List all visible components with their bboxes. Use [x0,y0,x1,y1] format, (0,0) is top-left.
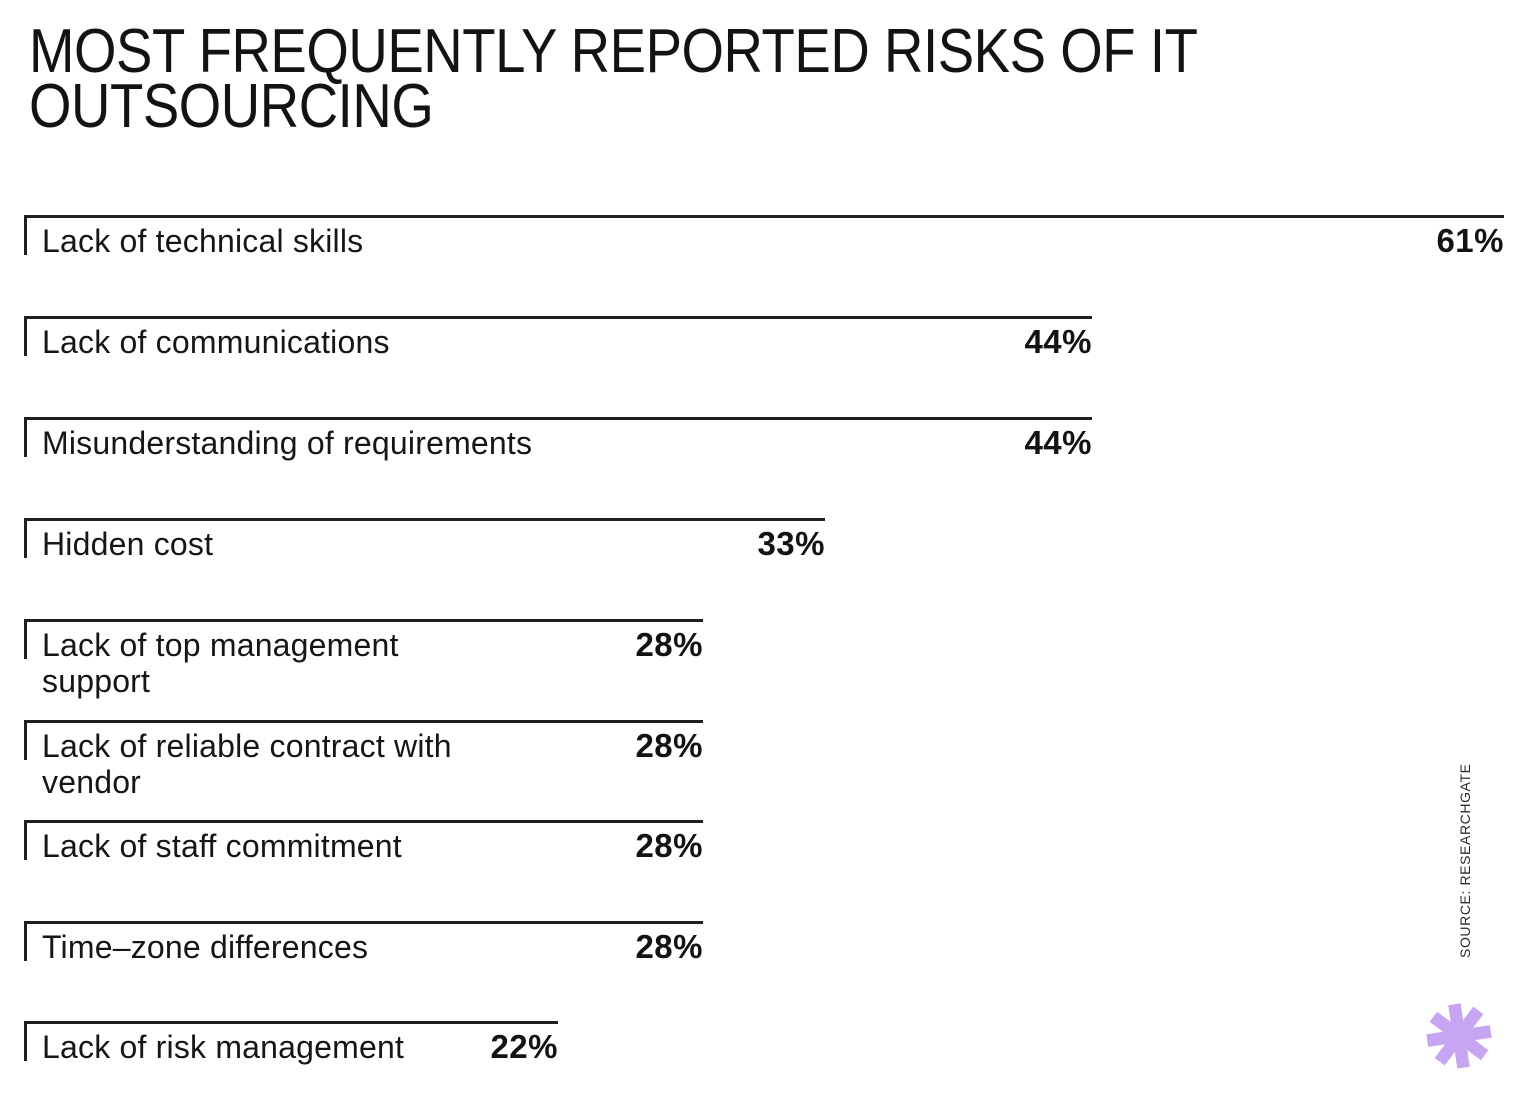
bar-value-label: 28% [635,626,703,663]
bar-label: Lack of top management support [42,627,399,699]
bar-value-label: 22% [490,1028,558,1065]
bar-label: Hidden cost [42,526,214,562]
bar-row-lack-of-staff-commitment [24,820,703,903]
bar-row-lack-of-risk-management [24,1021,558,1094]
bar-label: Lack of technical skills [42,223,364,259]
bar-value-label: 44% [1024,323,1092,360]
asterisk-logo-icon [1421,998,1497,1074]
bar-row-hidden-cost [24,518,825,601]
bar-row-time-zone-differences [24,921,703,1004]
source-credit: SOURCE: RESEARCHGATE [1457,763,1473,958]
bar-label: Lack of communications [42,324,390,360]
bar-row-lack-of-communications [24,316,1092,399]
bar-label: Lack of risk management [42,1029,405,1065]
bar-value-label: 33% [757,525,825,562]
bar-chart [24,0,1506,1094]
bar-label: Time–zone differences [42,929,369,965]
bar-row-lack-of-top-management-support [24,619,703,702]
bar-label: Misunderstanding of requirements [42,425,533,461]
bar-value-label: 61% [1436,222,1504,259]
bar-row-misunderstanding-of-requirements [24,417,1092,500]
bar-value-label: 28% [635,827,703,864]
bar-label: Lack of reliable contract with vendor [42,728,452,800]
bar-row-lack-of-reliable-contract-with-vendor [24,720,703,803]
bar-value-label: 28% [635,928,703,965]
bar-value-label: 28% [635,727,703,764]
bar-value-label: 44% [1024,424,1092,461]
bar-label: Lack of staff commitment [42,828,402,864]
page-title-line-2: OUTSOURCING [29,72,434,141]
page-title-line-1: MOST FREQUENTLY REPORTED RISKS OF IT [29,17,1198,86]
bar-row-lack-of-technical-skills [24,215,1504,298]
